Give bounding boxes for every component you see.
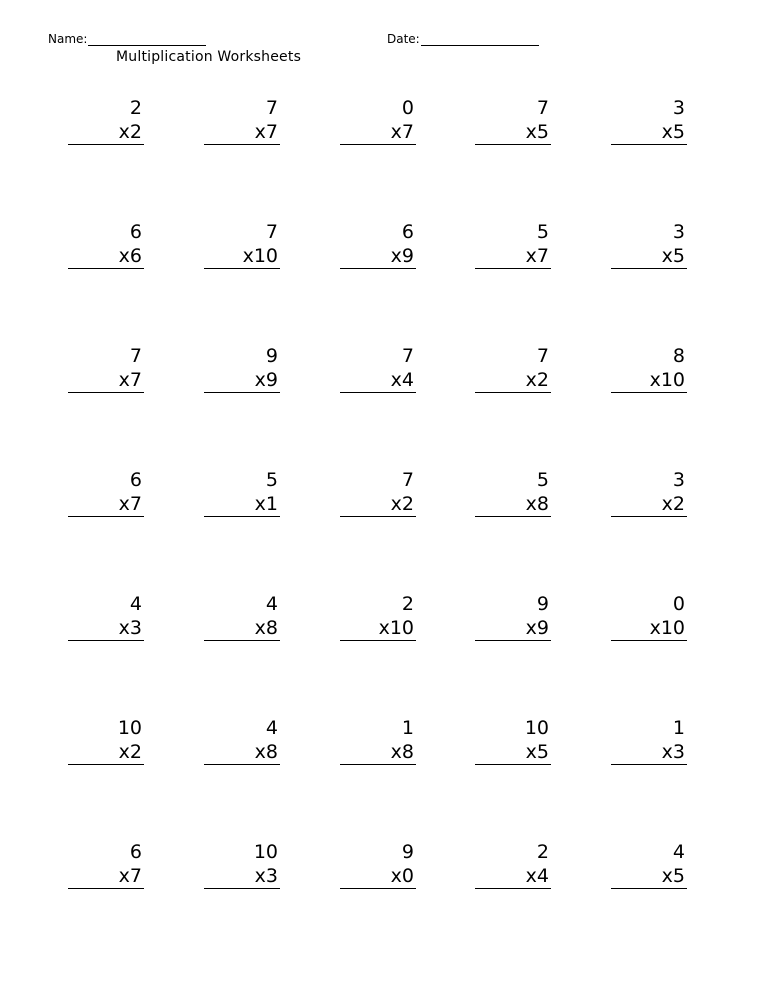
multiplier: x7 bbox=[390, 121, 414, 143]
multiplier: x2 bbox=[118, 121, 142, 143]
multiplier: x10 bbox=[649, 617, 685, 639]
multiplicand: 5 bbox=[265, 469, 278, 491]
multiplicand: 4 bbox=[129, 593, 142, 615]
answer-line[interactable] bbox=[475, 516, 551, 517]
multiplicand: 6 bbox=[129, 221, 142, 243]
problem-7-2 bbox=[204, 841, 280, 889]
multiplicand: 7 bbox=[265, 221, 278, 243]
multiplier: x2 bbox=[390, 493, 414, 515]
problem-3-4 bbox=[475, 345, 551, 393]
multiplier: x2 bbox=[525, 369, 549, 391]
problem-6-2 bbox=[204, 717, 280, 765]
answer-line[interactable] bbox=[340, 268, 416, 269]
problem-6-4 bbox=[475, 717, 551, 765]
multiplicand: 3 bbox=[672, 221, 685, 243]
multiplier: x3 bbox=[661, 741, 685, 763]
problem-2-3 bbox=[340, 221, 416, 269]
answer-line[interactable] bbox=[204, 268, 280, 269]
answer-line[interactable] bbox=[68, 268, 144, 269]
answer-line[interactable] bbox=[475, 144, 551, 145]
problem-7-1 bbox=[68, 841, 144, 889]
multiplier: x9 bbox=[254, 369, 278, 391]
answer-line[interactable] bbox=[204, 516, 280, 517]
answer-line[interactable] bbox=[68, 516, 144, 517]
answer-line[interactable] bbox=[204, 640, 280, 641]
multiplier: x3 bbox=[254, 865, 278, 887]
answer-line[interactable] bbox=[611, 268, 687, 269]
multiplicand: 10 bbox=[117, 717, 142, 739]
multiplier: x7 bbox=[254, 121, 278, 143]
answer-line[interactable] bbox=[204, 764, 280, 765]
answer-line[interactable] bbox=[475, 640, 551, 641]
answer-line[interactable] bbox=[68, 392, 144, 393]
multiplier: x7 bbox=[118, 865, 142, 887]
answer-line[interactable] bbox=[340, 144, 416, 145]
answer-line[interactable] bbox=[68, 764, 144, 765]
problem-6-3 bbox=[340, 717, 416, 765]
answer-line[interactable] bbox=[340, 640, 416, 641]
problem-7-5 bbox=[611, 841, 687, 889]
answer-line[interactable] bbox=[204, 144, 280, 145]
problem-1-3 bbox=[340, 97, 416, 145]
worksheet-title: Multiplication Worksheets bbox=[116, 49, 302, 65]
answer-line[interactable] bbox=[68, 144, 144, 145]
multiplicand: 7 bbox=[401, 469, 414, 491]
problem-4-4 bbox=[475, 469, 551, 517]
multiplicand: 6 bbox=[401, 221, 414, 243]
multiplicand: 7 bbox=[536, 97, 549, 119]
multiplicand: 3 bbox=[672, 97, 685, 119]
multiplicand: 10 bbox=[524, 717, 549, 739]
multiplicand: 7 bbox=[265, 97, 278, 119]
answer-line[interactable] bbox=[611, 640, 687, 641]
multiplicand: 0 bbox=[401, 97, 414, 119]
multiplier: x3 bbox=[118, 617, 142, 639]
multiplier: x5 bbox=[525, 741, 549, 763]
problem-3-1 bbox=[68, 345, 144, 393]
multiplicand: 2 bbox=[536, 841, 549, 863]
answer-line[interactable] bbox=[475, 392, 551, 393]
multiplier: x2 bbox=[118, 741, 142, 763]
answer-line[interactable] bbox=[611, 392, 687, 393]
answer-line[interactable] bbox=[611, 516, 687, 517]
multiplier: x1 bbox=[254, 493, 278, 515]
problem-5-5 bbox=[611, 593, 687, 641]
multiplier: x2 bbox=[661, 493, 685, 515]
problem-2-1 bbox=[68, 221, 144, 269]
date-label: Date: bbox=[387, 32, 420, 46]
multiplicand: 9 bbox=[265, 345, 278, 367]
multiplicand: 6 bbox=[129, 841, 142, 863]
answer-line[interactable] bbox=[611, 144, 687, 145]
multiplier: x8 bbox=[390, 741, 414, 763]
answer-line[interactable] bbox=[475, 764, 551, 765]
problem-3-5 bbox=[611, 345, 687, 393]
problem-1-4 bbox=[475, 97, 551, 145]
multiplicand: 2 bbox=[401, 593, 414, 615]
multiplicand: 1 bbox=[401, 717, 414, 739]
problem-7-3 bbox=[340, 841, 416, 889]
problem-1-5 bbox=[611, 97, 687, 145]
multiplicand: 4 bbox=[672, 841, 685, 863]
multiplier: x0 bbox=[390, 865, 414, 887]
multiplier: x8 bbox=[525, 493, 549, 515]
answer-line[interactable] bbox=[204, 888, 280, 889]
multiplier: x5 bbox=[661, 865, 685, 887]
multiplier: x7 bbox=[118, 493, 142, 515]
multiplicand: 10 bbox=[253, 841, 278, 863]
multiplier: x10 bbox=[242, 245, 278, 267]
multiplier: x5 bbox=[661, 245, 685, 267]
problem-5-4 bbox=[475, 593, 551, 641]
multiplier: x6 bbox=[118, 245, 142, 267]
problem-1-2 bbox=[204, 97, 280, 145]
problem-4-2 bbox=[204, 469, 280, 517]
answer-line[interactable] bbox=[68, 640, 144, 641]
multiplier: x9 bbox=[390, 245, 414, 267]
multiplicand: 3 bbox=[672, 469, 685, 491]
multiplier: x8 bbox=[254, 741, 278, 763]
answer-line[interactable] bbox=[340, 764, 416, 765]
multiplicand: 9 bbox=[401, 841, 414, 863]
problem-6-1 bbox=[68, 717, 144, 765]
multiplicand: 8 bbox=[672, 345, 685, 367]
problem-1-1 bbox=[68, 97, 144, 145]
multiplicand: 0 bbox=[672, 593, 685, 615]
multiplier: x4 bbox=[525, 865, 549, 887]
name-label: Name: bbox=[48, 32, 88, 46]
problem-5-1 bbox=[68, 593, 144, 641]
answer-line[interactable] bbox=[340, 888, 416, 889]
multiplier: x10 bbox=[378, 617, 414, 639]
multiplicand: 7 bbox=[401, 345, 414, 367]
multiplier: x4 bbox=[390, 369, 414, 391]
problem-3-2 bbox=[204, 345, 280, 393]
answer-line[interactable] bbox=[611, 764, 687, 765]
answer-line[interactable] bbox=[340, 516, 416, 517]
multiplicand: 6 bbox=[129, 469, 142, 491]
multiplier: x9 bbox=[525, 617, 549, 639]
multiplicand: 1 bbox=[672, 717, 685, 739]
answer-line[interactable] bbox=[68, 888, 144, 889]
problem-4-1 bbox=[68, 469, 144, 517]
multiplier: x10 bbox=[649, 369, 685, 391]
multiplicand: 9 bbox=[536, 593, 549, 615]
problem-6-5 bbox=[611, 717, 687, 765]
problem-2-5 bbox=[611, 221, 687, 269]
problem-2-2 bbox=[204, 221, 280, 269]
multiplicand: 4 bbox=[265, 717, 278, 739]
problem-5-2 bbox=[204, 593, 280, 641]
problem-7-4 bbox=[475, 841, 551, 889]
answer-line[interactable] bbox=[340, 392, 416, 393]
problem-4-3 bbox=[340, 469, 416, 517]
multiplicand: 2 bbox=[129, 97, 142, 119]
problem-2-4 bbox=[475, 221, 551, 269]
problem-3-3 bbox=[340, 345, 416, 393]
answer-line[interactable] bbox=[475, 268, 551, 269]
multiplicand: 7 bbox=[536, 345, 549, 367]
problem-4-5 bbox=[611, 469, 687, 517]
multiplier: x7 bbox=[118, 369, 142, 391]
multiplier: x8 bbox=[254, 617, 278, 639]
multiplier: x5 bbox=[661, 121, 685, 143]
multiplicand: 5 bbox=[536, 221, 549, 243]
multiplicand: 7 bbox=[129, 345, 142, 367]
answer-line[interactable] bbox=[611, 888, 687, 889]
answer-line[interactable] bbox=[475, 888, 551, 889]
multiplier: x7 bbox=[525, 245, 549, 267]
answer-line[interactable] bbox=[204, 392, 280, 393]
multiplier: x5 bbox=[525, 121, 549, 143]
multiplicand: 5 bbox=[536, 469, 549, 491]
problem-5-3 bbox=[340, 593, 416, 641]
multiplicand: 4 bbox=[265, 593, 278, 615]
